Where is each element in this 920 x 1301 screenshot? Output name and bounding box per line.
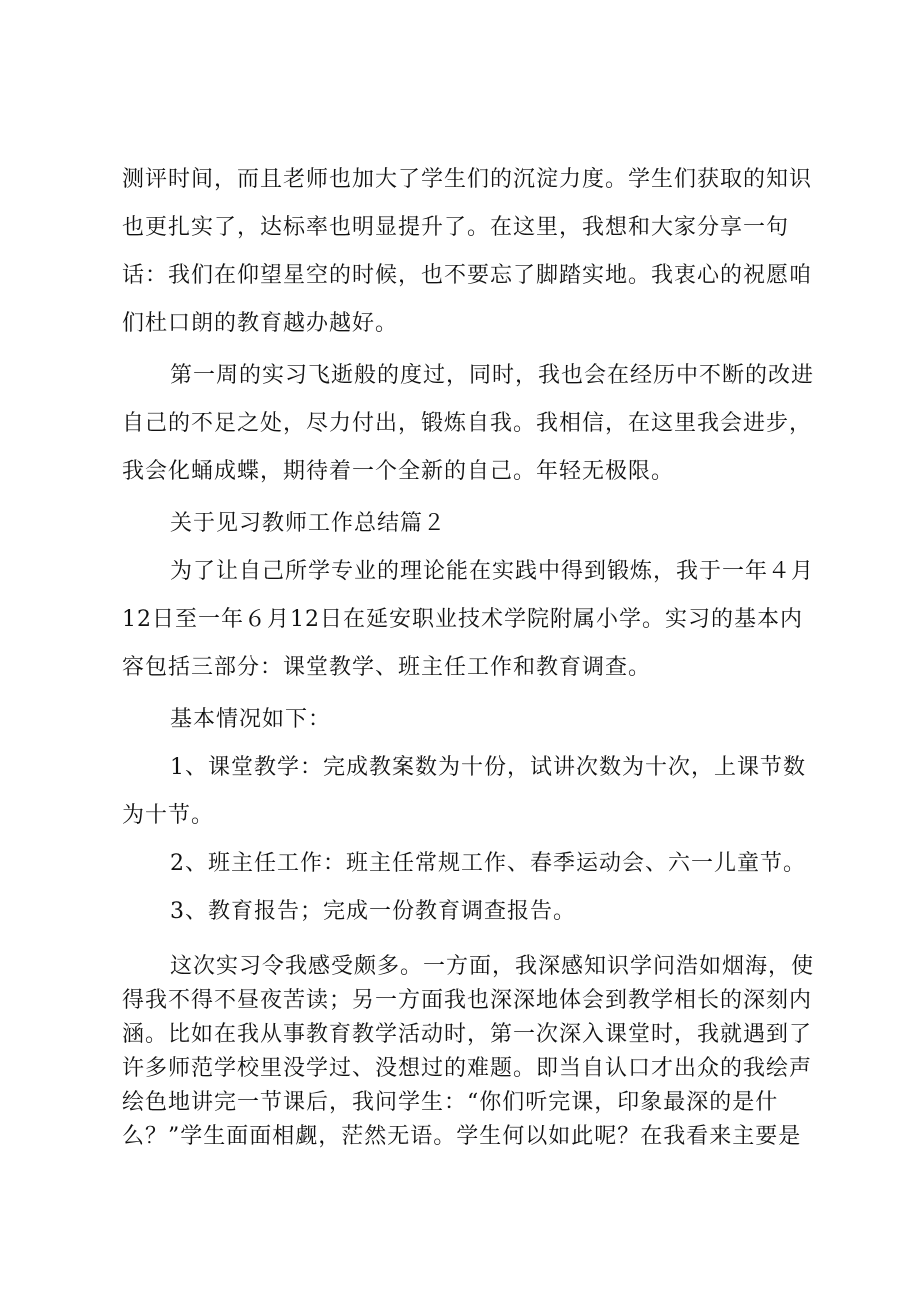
list-item-class-teacher-work: 2、班主任工作：班主任常规工作、春季运动会、六一儿童节。 xyxy=(170,851,806,876)
list-item-education-report: 3、教育报告；完成一份教育调查报告。 xyxy=(170,899,576,924)
section-heading: 关于见习教师工作总结篇２ xyxy=(170,511,447,536)
paragraph-basic-situation: 基本情况如下： xyxy=(170,707,332,732)
list-item-classroom-teaching: 1、课堂教学：完成教案数为十份，试讲次数为十次，上课节数为十节。 xyxy=(122,755,806,828)
paragraph-first-week: 第一周的实习飞逝般的度过，同时，我也会在经历中不断的改进自己的不足之处，尽力付出，锻炼自我。我相信，在这里我会进步，我会化蛹成蝶，期待着一个全新的自己。年轻无极限。 xyxy=(122,363,815,484)
paragraph-reflection: 这次实习令我感受颇多。一方面，我深感知识学问浩如烟海，使得我不得不昼夜苦读；另一方面我也深深地体会到教学相长的深刻内涵。比如在我从事教育教学活动时，第一次深入课堂时，我就遇到了许多师范学校里没学过、没想过的难题。即当自认口才出众的我绘声绘色地讲完一节课后，我问学生：“你们听完课，印象最深的是什么？”学生面面相觑，茫然无语。学生何以如此呢？在我看来主要是 xyxy=(122,954,815,1149)
paragraph-internship-intro: 为了让自己所学专业的理论能在实践中得到锻炼，我于一年４月12日至一年６月12日在延安职业技术学院附属小学。实习的基本内容包括三部分：课堂教学、班主任工作和教育调查。 xyxy=(122,559,815,680)
paragraph-continuation: 测评时间，而且老师也加大了学生们的沉淀力度。学生们获取的知识也更扎实了，达标率也明显提升了。在这里，我想和大家分享一句话：我们在仰望星空的时候，也不要忘了脚踏实地。我衷心的祝愿咱们杜口朗的教育越办越好。 xyxy=(122,167,813,336)
